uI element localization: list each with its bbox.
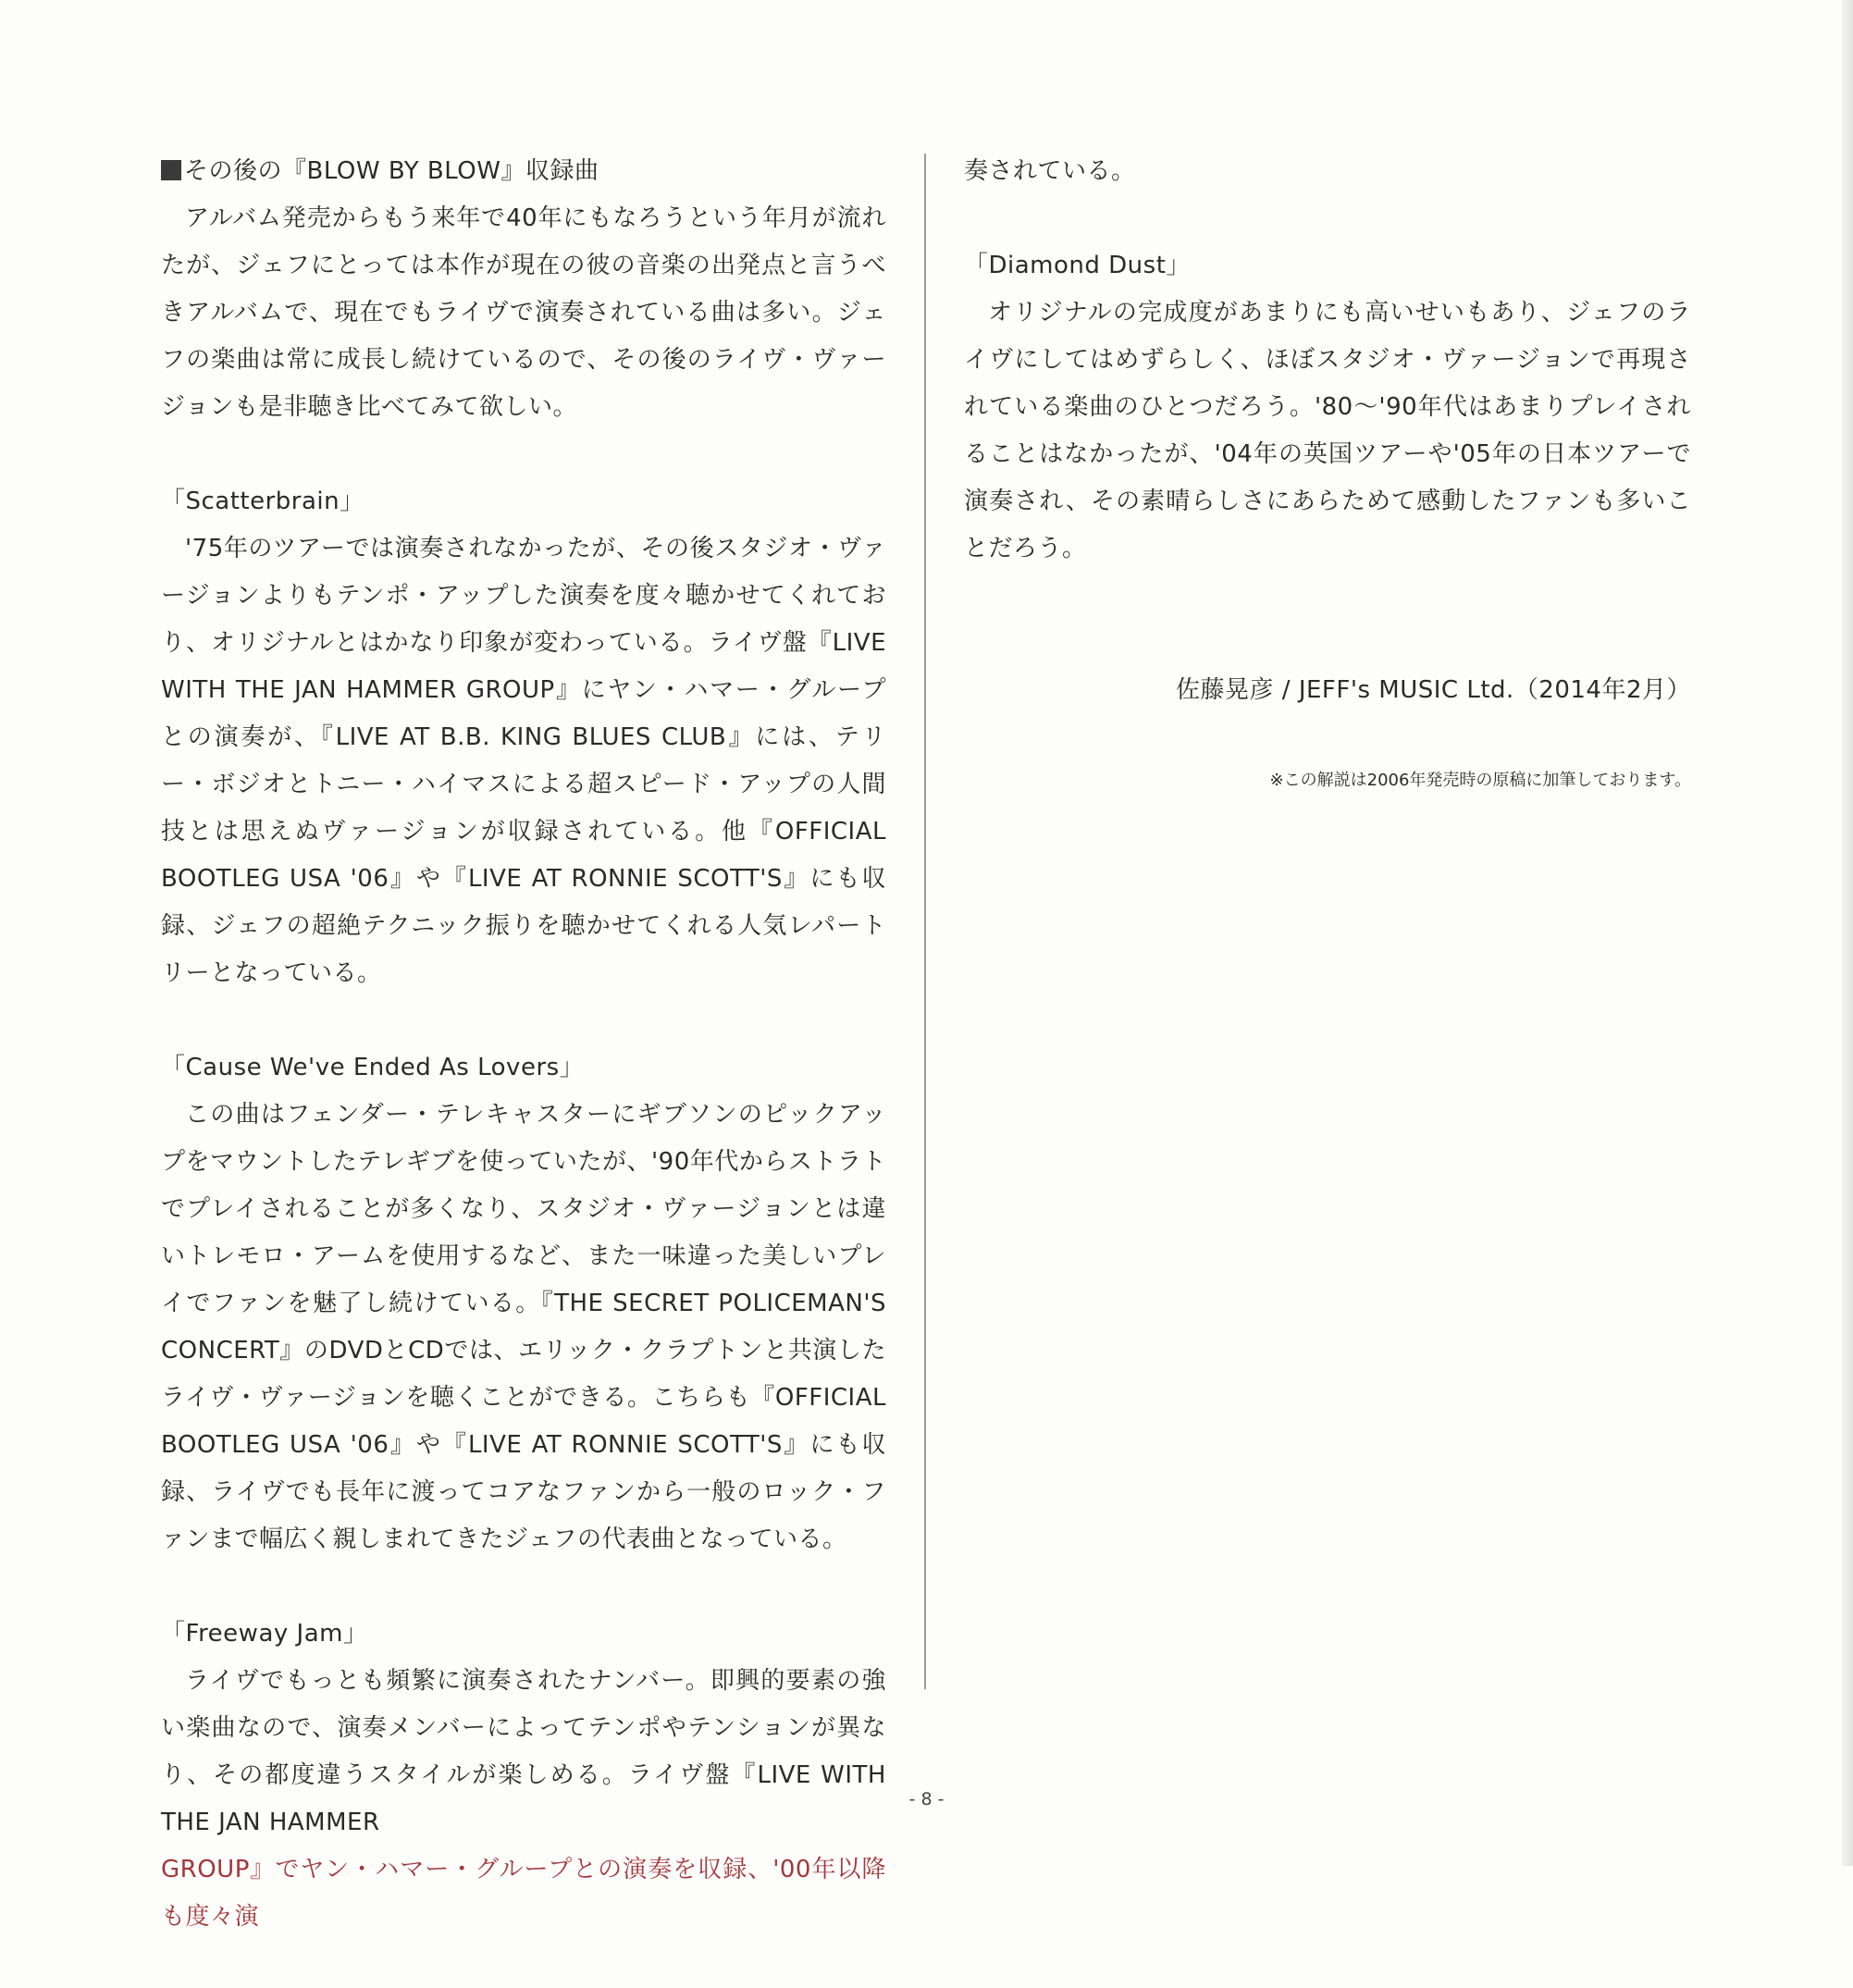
section-body: オリジナルの完成度があまりにも高いせいもあり、ジェフのライヴにしてはめずらしく、ほぼスタジオ・ヴァージョンで再現されている楽曲のひとつだろう。'80〜'90年代はあまりプレイされることはなかったが、'04年の英国ツアーや'05年の日本ツアーで演奏され、その素晴らしさにあらためて感動したファンも多いことだろう。 (964, 299, 1691, 562)
section-blow-by-blow (161, 148, 886, 431)
section-heading: 「Cause We've Ended As Lovers」 (161, 1054, 585, 1081)
section-body: ライヴでもっとも頻繁に演奏されたナンバー。即興的要素の強い楽曲なので、演奏メンバーによってテンポやテンションが異なり、その都度違うスタイルが楽しめる。ライヴ盤『LIVE WITH THE JAN HAMMER GROUP』でヤン・ハマー・グループとの演奏を収録、'00年以降も度々演 (161, 1667, 886, 1931)
continuation-block (964, 148, 1691, 195)
page-number: - 8 - (908, 1789, 945, 1809)
section-body: アルバム発売からもう来年で40年にもなろうという年月が流れたが、ジェフにとっては本作が現在の彼の音楽の出発点と言うべきアルバムで、現在でもライヴで演奏されている曲は多い。ジェフの楽曲は常に成長し続けているので、その後のライヴ・ヴァージョンも是非聴き比べてみて欲しい。 (161, 204, 886, 421)
section-heading: その後の『BLOW BY BLOW』収録曲 (161, 148, 886, 195)
section-diamond-dust (964, 242, 1691, 573)
page-edge-shadow (1842, 0, 1853, 1866)
left-column (161, 148, 886, 1988)
section-body: この曲はフェンダー・テレキャスターにギブソンのピックアップをマウントしたテレギブを使っていたが、'90年代からストラトでプレイされることが多くなり、スタジオ・ヴァージョンとは違いトレモロ・アームを使用するなど、また一味違った美しいプレイでファンを魅了し続けている。『THE SECRET POLICEMAN'S CONCERT』のDVDとCDでは、エリック・クラプトンと共演したライヴ・ヴァージョンを聴くことができる。こちらも『OFFICIAL BOOTLEG USA '06』や『LIVE AT RONNIE SCOTT'S』にも収録、ライヴでも長年に渡ってコアなファンから一般のロック・ファンまで幅広く親しまれてきたジェフの代表曲となっている。 (161, 1101, 886, 1553)
right-column (964, 148, 1691, 620)
square-bullet-icon (161, 160, 181, 180)
section-heading: 「Freeway Jam」 (161, 1620, 368, 1648)
red-highlight-text: GROUP』でヤン・ハマー・グループとの演奏を収録、'00年以降も度々演 (161, 1856, 886, 1931)
section-cause-weve-ended-as-lovers (161, 1044, 886, 1563)
section-body: '75年のツアーでは演奏されなかったが、その後スタジオ・ヴァージョンよりもテンポ・アップした演奏を度々聴かせてくれており、オリジナルとはかなり印象が変わっている。ライヴ盤『LIVE WITH THE JAN HAMMER GROUP』にヤン・ハマー・グループとの演奏が、『LIVE AT B.B. KING BLUES CLUB』には、テリー・ボジオとトニー・ハイマスによる超スピード・アップの人間技とは思えぬヴァージョンが収録されている。他『OFFICIAL BOOTLEG USA '06』や『LIVE AT RONNIE SCOTT'S』にも収録、ジェフの超絶テクニック振りを聴かせてくれる人気レパートリーとなっている。 (161, 535, 886, 987)
section-heading: 「Diamond Dust」 (964, 252, 1191, 279)
section-freeway-jam (161, 1611, 886, 1941)
section-heading: 「Scatterbrain」 (161, 488, 364, 515)
continuation-text: 奏されている。 (964, 157, 1136, 185)
author-credit: 佐藤晃彦 / JEFF's MUSIC Ltd.（2014年2月） (1176, 676, 1691, 704)
section-scatterbrain (161, 478, 886, 997)
footnote: ※この解説は2006年発売時の原稿に加筆しております。 (1269, 771, 1691, 790)
column-divider (924, 154, 926, 1689)
